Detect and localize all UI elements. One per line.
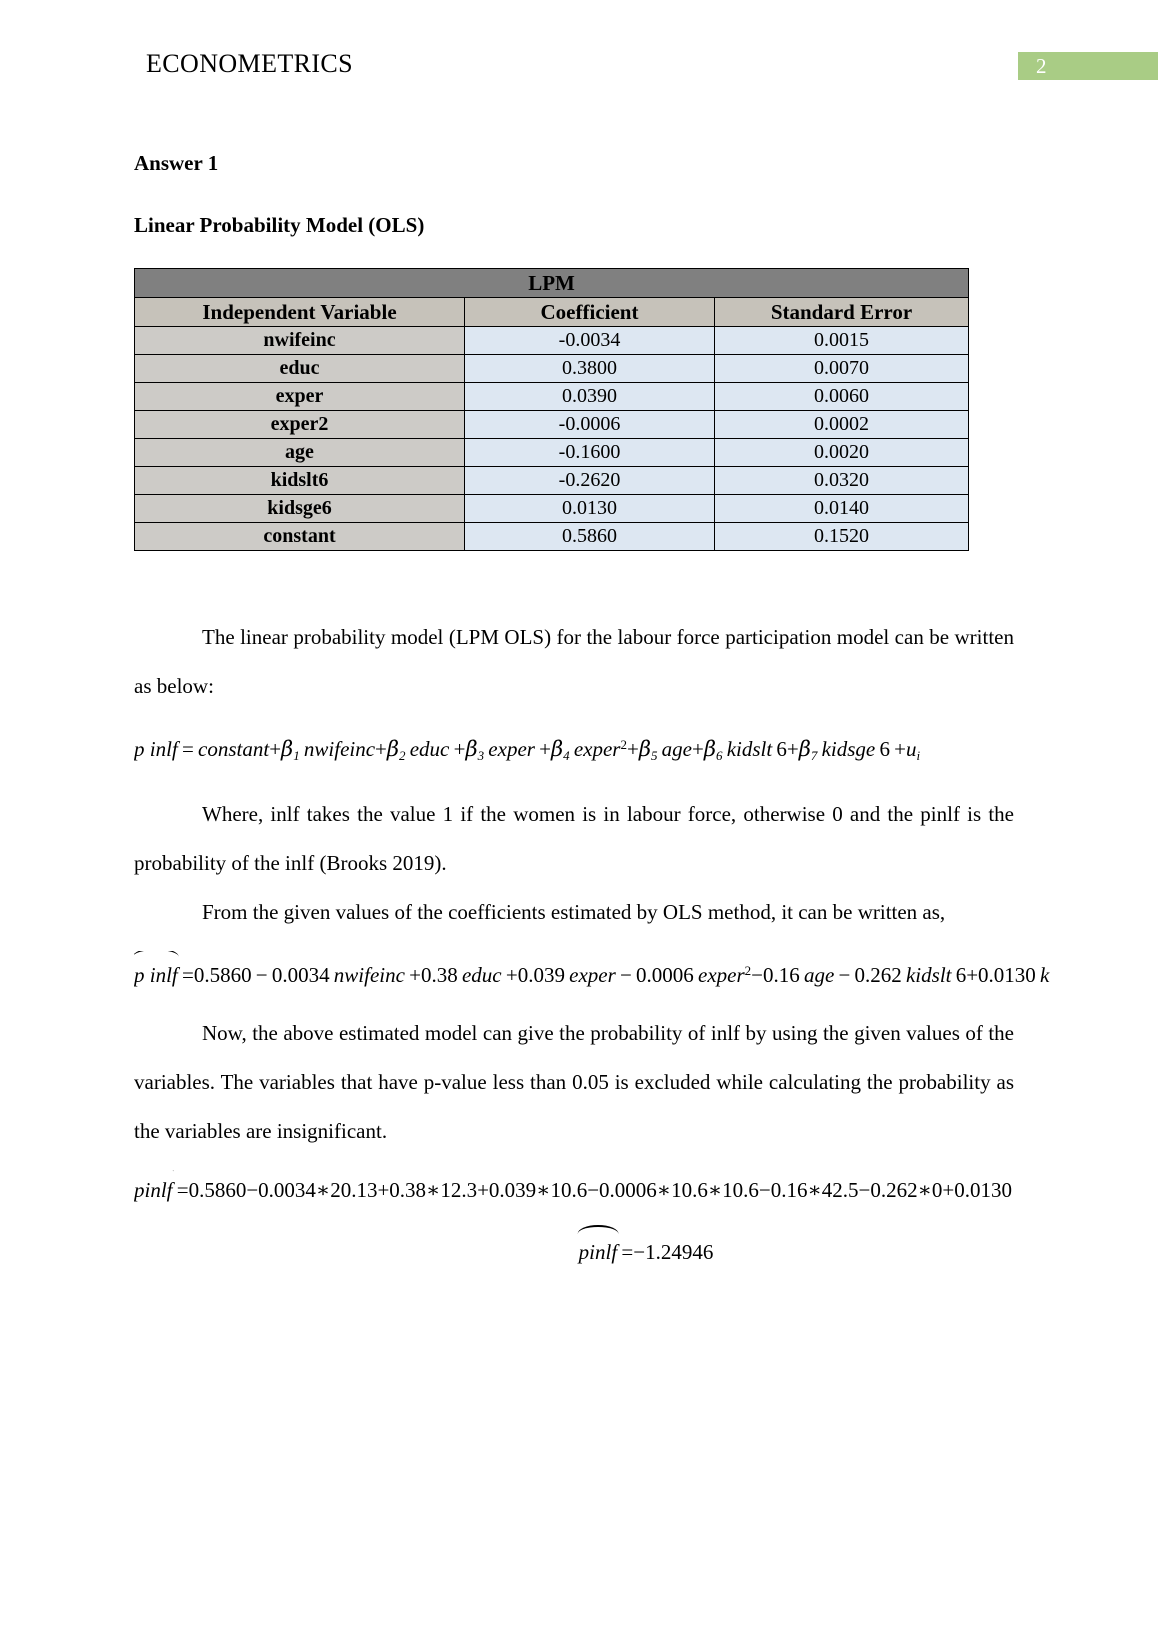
- hat-accent-icon: [134, 951, 179, 957]
- cell-variable: kidsge6: [135, 495, 465, 523]
- lpm-results-table: [134, 268, 969, 551]
- cell-coefficient: -0.0006: [465, 411, 715, 439]
- page-number-badge: [1018, 52, 1158, 80]
- equation-3-expression: pinlf =0.5860−0.0034∗20.13+0.38∗12.3+0.039∗10.6−0.0006∗10.6∗10.6−0.16∗42.5−0.262∗0+0.0130: [134, 1178, 1012, 1202]
- paragraph-probability-calculation: Now, the above estimated model can give the probability of inlf by using the given values of the variables. The variables that have p-value less than 0.05 is excluded while calculating the probability as the variables are insignificant.: [134, 1021, 1014, 1143]
- cell-coefficient: -0.2620: [465, 467, 715, 495]
- equation-1: [134, 725, 1158, 776]
- document-header-title: ECONOMETRICS: [146, 49, 354, 78]
- paragraph-inlf-definition: Where, inlf takes the value 1 if the women is in labour force, otherwise 0 and the pinlf is the probability of the inlf (Brooks 2019).: [134, 802, 1014, 875]
- table-row: [135, 411, 969, 439]
- cell-variable: age: [135, 439, 465, 467]
- table-row: [135, 523, 969, 551]
- cell-standard-error: 0.0070: [715, 355, 969, 383]
- cell-variable: exper2: [135, 411, 465, 439]
- equation-4-expression: pinlf =−1.24946: [579, 1240, 714, 1264]
- hat-accent-icon: [134, 1170, 174, 1172]
- cell-standard-error: 0.0002: [715, 411, 969, 439]
- equation-3: [134, 1170, 1158, 1210]
- table-row: [135, 355, 969, 383]
- page-header: [0, 48, 1158, 92]
- cell-coefficient: 0.0130: [465, 495, 715, 523]
- table-title-row: [135, 269, 969, 298]
- cell-standard-error: 0.0140: [715, 495, 969, 523]
- page-number-label: 2: [1036, 54, 1047, 78]
- table-body: [135, 327, 969, 551]
- heading-answer: Answer 1: [134, 151, 219, 175]
- column-header-coefficient: Coefficient: [465, 298, 715, 327]
- table-row: [135, 495, 969, 523]
- cell-variable: kidslt6: [135, 467, 465, 495]
- cell-coefficient: -0.1600: [465, 439, 715, 467]
- cell-standard-error: 0.1520: [715, 523, 969, 551]
- cell-variable: educ: [135, 355, 465, 383]
- cell-variable: constant: [135, 523, 465, 551]
- table-row: [135, 327, 969, 355]
- table-title: LPM: [135, 269, 969, 298]
- column-header-variable: Independent Variable: [135, 298, 465, 327]
- cell-coefficient: 0.5860: [465, 523, 715, 551]
- cell-variable: exper: [135, 383, 465, 411]
- cell-standard-error: 0.0015: [715, 327, 969, 355]
- column-header-standard-error: Standard Error: [715, 298, 969, 327]
- paragraph-lpm-intro: The linear probability model (LPM OLS) for the labour force participation model can be written as below:: [134, 625, 1014, 698]
- table-row: [135, 439, 969, 467]
- document-body: [134, 150, 1050, 1272]
- equation-1-expression: p inlf = $constant+\beta_1$ $nwifeinc+\beta_2$ educ $+\beta_3$ exper $+\beta_4$ $exper^2+\beta_5$ $age+\beta_6$ kidslt $6+\beta_7$ kidsge $6 +u_i$: [134, 737, 921, 763]
- table-row: [135, 383, 969, 411]
- equation-2: [134, 951, 1158, 995]
- table-header-row: [135, 298, 969, 327]
- cell-standard-error: 0.0320: [715, 467, 969, 495]
- cell-standard-error: 0.0060: [715, 383, 969, 411]
- heading-model: Linear Probability Model (OLS): [134, 213, 425, 237]
- cell-standard-error: 0.0020: [715, 439, 969, 467]
- equation-2-expression: p inlf =0.5860 − 0.0034 nwifeinc +0.38 educ +0.039 exper − 0.0006 exper$^2$−0.16 age − 0.262 kidslt 6+0.0130 k: [134, 963, 1049, 987]
- equation-4: [134, 1232, 1158, 1272]
- table-row: [135, 467, 969, 495]
- paragraph-ols-estimates: From the given values of the coefficients estimated by OLS method, it can be written as,: [202, 900, 946, 924]
- cell-coefficient: 0.0390: [465, 383, 715, 411]
- cell-variable: nwifeinc: [135, 327, 465, 355]
- cell-coefficient: 0.3800: [465, 355, 715, 383]
- cell-coefficient: -0.0034: [465, 327, 715, 355]
